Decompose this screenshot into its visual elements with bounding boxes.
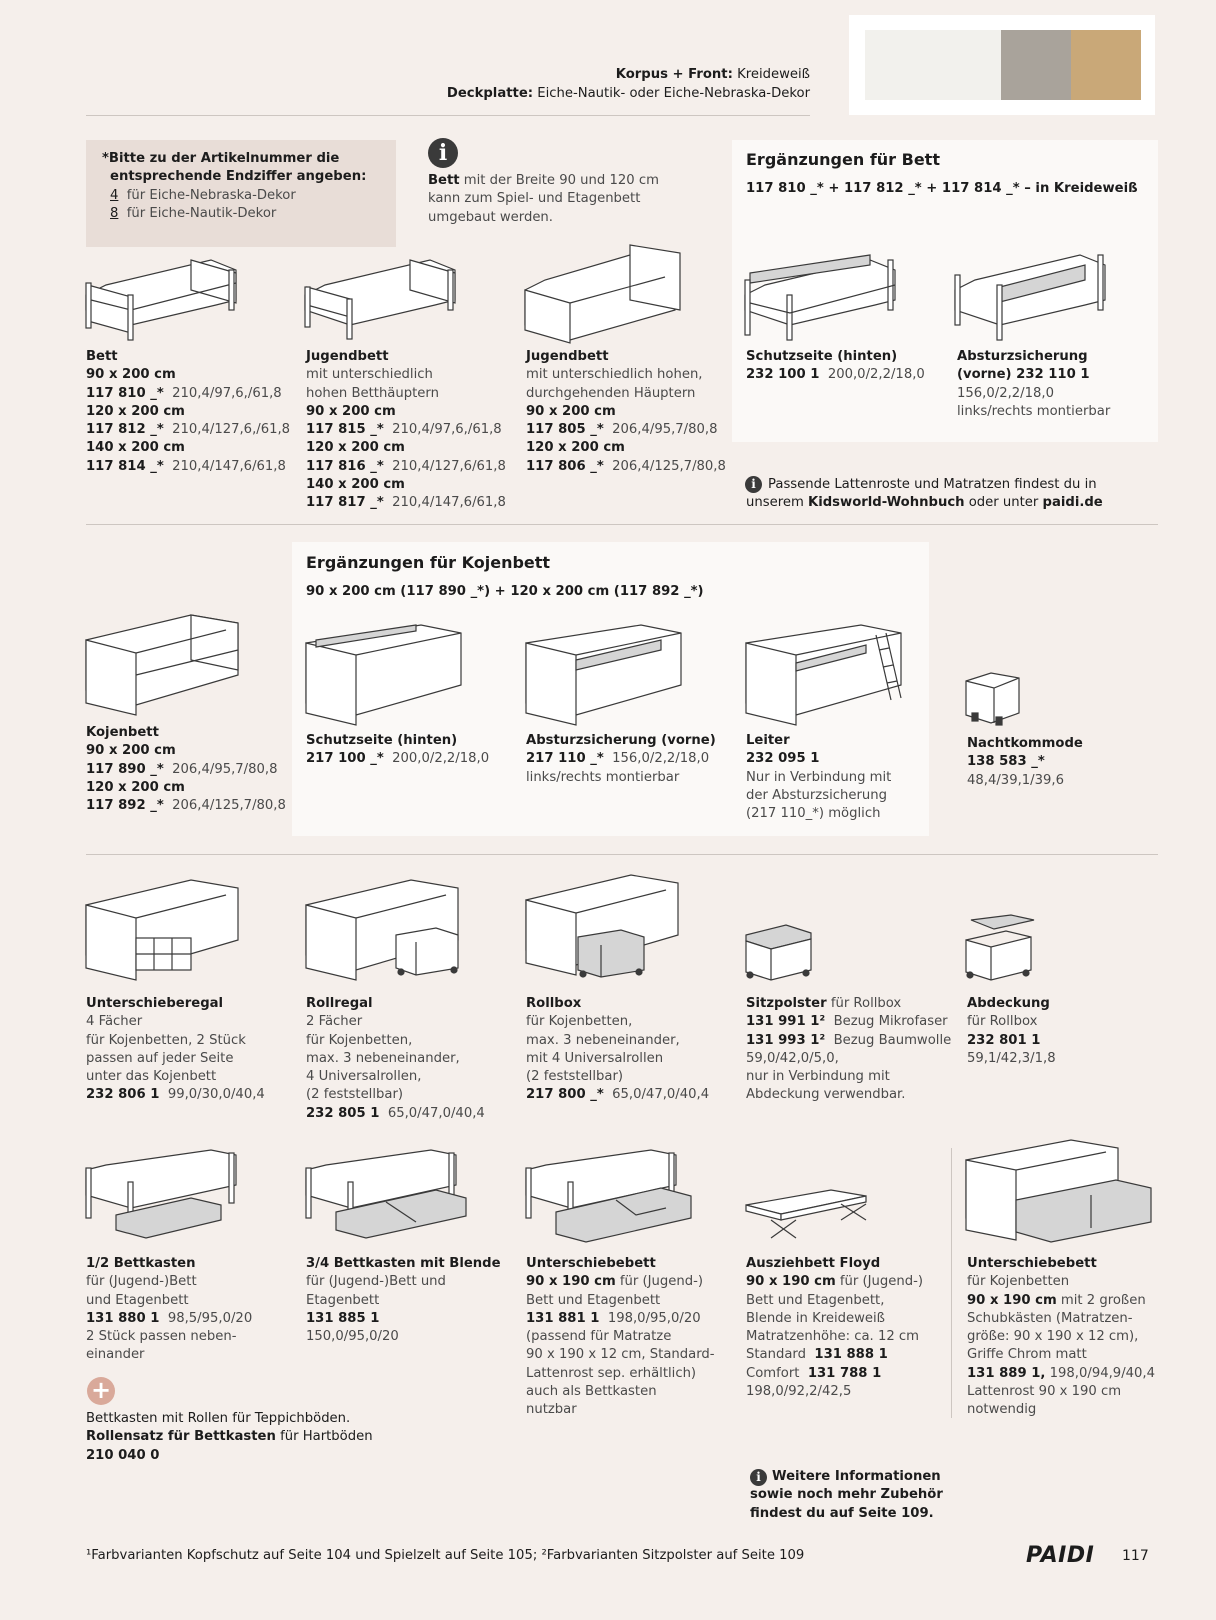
jugendbett-info: Jugendbett mit unterschiedlich hohen Betthäuptern 90 x 200 cm 117 815 _* 210,4/97,6,/61,8 120 x 200 cm 117 816 _* 210,4/127,6/61,8 140 x 200 cm 117 817 _* 210,4/147,6/61,8	[306, 349, 506, 511]
ausziehbett-floyd-info: Ausziehbett Floyd 90 x 190 cm für (Jugend-) Bett und Etagenbett, Blende in Kreideweiß Matratzenhöhe: ca. 12 cm Standard 131 888 1 Comfort 131 788 1 198,0/92,2/42,5	[746, 1256, 924, 1400]
weitere-info: Weitere Informationen sowie noch mehr Zubehör findest du auf Seite 109.	[750, 1469, 943, 1521]
unterschieberegal-illustration	[86, 880, 246, 985]
swatch-kreideweiss	[865, 30, 1001, 100]
nachtkommode-info: Nachtkommode 138 583 _* 48,4/39,1/39,6	[967, 736, 1083, 788]
bettkasten-dreiviertel-illustration	[306, 1150, 466, 1245]
bettkasten-halb-info: 1/2 Bettkasten für (Jugend-)Bett und Etagenbett 131 880 1 98,5/95,0/20 2 Stück passen neben- einander	[86, 1256, 253, 1363]
bett-info: Bett 90 x 200 cm 117 810 _* 210,4/97,6,/61,8 120 x 200 cm 117 812 _* 210,4/127,6,/61,8 140 x 200 cm 117 814 _* 210,4/147,6/61,8	[86, 349, 291, 474]
jugendbett-haeupter-illustration	[525, 245, 685, 345]
rollbox-info: Rollbox für Kojenbetten, max. 3 nebeneinander, mit 4 Universalrollen (2 feststellbar) 217 800 _* 65,0/47,0/40,4	[526, 996, 710, 1103]
info-icon: i	[428, 138, 458, 168]
article-note-box: *Bitte zu der Artikelnummer die entsprechende Endziffer angeben: 4 für Eiche-Nebraska-Dekor 8 für Eiche-Nautik-Dekor	[86, 140, 396, 247]
jugendbett-haeupter-info: Jugendbett mit unterschiedlich hohen, durchgehenden Häuptern 90 x 200 cm 117 805 _* 206,4/95,7/80,8 120 x 200 cm 117 806 _* 206,4/125,7/80,8	[526, 349, 726, 474]
schutzseite-koje-info: Schutzseite (hinten) 217 100 _* 200,0/2,2/18,0	[306, 733, 490, 767]
abdeckung-info: Abdeckung für Rollbox 232 801 1 59,1/42,3/1,8	[967, 996, 1056, 1066]
kojenbett-info: Kojenbett 90 x 200 cm 117 890 _* 206,4/95,7/80,8 120 x 200 cm 117 892 _* 206,4/125,7/80,8	[86, 725, 286, 814]
unterschiebebett-koje-illustration	[966, 1140, 1156, 1245]
erg-koje-title: Ergänzungen für Kojenbett	[306, 553, 551, 572]
absturzsicherung-koje-info: Absturzsicherung (vorne) 217 110 _* 156,0/2,2/18,0 links/rechts montierbar	[526, 733, 716, 785]
bett-illustration	[86, 255, 246, 345]
schutzseite-bett-illustration	[745, 255, 905, 345]
erg-koje-sub: 90 x 200 cm (117 890 _*) + 120 x 200 cm (117 892 _*)	[306, 584, 704, 599]
rollregal-info: Rollregal 2 Fächer für Kojenbetten, max. 3 nebeneinander, 4 Universalrollen, (2 feststellbar) 232 805 1 65,0/47,0/40,4	[306, 996, 485, 1121]
rollensatz-info: Bettkasten mit Rollen für Teppichböden. Rollensatz für Bettkasten für Hartböden 210 040 0	[86, 1411, 373, 1463]
unterschiebebett-koje-info: Unterschiebebett für Kojenbetten 90 x 190 cm mit 2 großen Schubkästen (Matratzen- größe: 90 x 190 x 12 cm), Griffe Chrom matt 131 889 1, 198,0/94,9/40,4 Lattenrost 90 x 190 cm notwendig	[967, 1256, 1155, 1418]
page-number: 117	[1122, 1548, 1149, 1564]
plus-icon: +	[87, 1377, 115, 1405]
swatch-eiche-nautik	[1001, 30, 1071, 100]
leiter-illustration	[746, 625, 916, 725]
info-bett-umbau: Bett mit der Breite 90 und 120 cm kann zum Spiel- und Etagenbett umgebaut werden.	[428, 173, 659, 225]
divider	[86, 524, 1158, 525]
rollregal-illustration	[306, 880, 466, 985]
header-deckplatte: Deckplatte: Eiche-Nautik- oder Eiche-Nebraska-Dekor	[446, 86, 810, 101]
bettkasten-halb-illustration	[86, 1150, 246, 1245]
schutzseite-bett-info: Schutzseite (hinten) 232 100 1 200,0/2,2/18,0	[746, 349, 925, 383]
color-swatches	[849, 15, 1155, 115]
divider	[86, 115, 810, 116]
absturzsicherung-bett-info: Absturzsicherung (vorne) 232 110 1 156,0/2,2/18,0 links/rechts montierbar	[957, 349, 1111, 419]
footer-note: ¹Farbvarianten Kopfschutz auf Seite 104 und Spielzelt auf Seite 105; ²Farbvarianten Sitzpolster auf Seite 109	[86, 1548, 805, 1563]
absturzsicherung-bett-illustration	[955, 245, 1115, 345]
jugendbett-illustration	[305, 255, 465, 345]
unterschieberegal-info: Unterschieberegal 4 Fächer für Kojenbetten, 2 Stück passen auf jeder Seite unter das Kojenbett 232 806 1 99,0/30,0/40,4	[86, 996, 265, 1103]
schutzseite-koje-illustration	[306, 625, 466, 725]
absturzsicherung-koje-illustration	[526, 625, 686, 725]
erg-bett-sub: 117 810 _* + 117 812 _* + 117 814 _* – in Kreideweiß	[746, 181, 1138, 196]
info-lattenroste: Passende Lattenroste und Matratzen findest du in unserem Kidsworld-Wohnbuch oder unter paidi.de	[746, 477, 1103, 511]
rollbox-illustration	[526, 875, 686, 985]
sitzpolster-illustration	[746, 925, 816, 985]
abdeckung-illustration	[966, 915, 1036, 987]
kojenbett-illustration	[86, 615, 246, 720]
unterschiebebett-info: Unterschiebebett 90 x 190 cm für (Jugend-) Bett und Etagenbett 131 881 1 198,0/95,0/20 (passend für Matratze 90 x 190 x 12 cm, Standard- Lattenrost sep. erhältlich) auch als Bettkasten nutzbar	[526, 1256, 715, 1418]
ausziehbett-floyd-illustration	[746, 1190, 896, 1245]
unterschiebebett-illustration	[526, 1150, 696, 1250]
erg-bett-title: Ergänzungen für Bett	[746, 150, 940, 169]
info-icon: i	[745, 476, 762, 493]
swatch-eiche-nebraska	[1071, 30, 1141, 100]
column-divider	[951, 1148, 952, 1418]
divider	[86, 854, 1158, 855]
brand-logo: PAIDI	[1026, 1543, 1095, 1568]
sitzpolster-info: Sitzpolster für Rollbox 131 991 1² Bezug Mikrofaser 131 993 1² Bezug Baumwolle 59,0/42,0/5,0, nur in Verbindung mit Abdeckung verwendbar.	[746, 996, 952, 1103]
header-korpus: Korpus + Front: Kreideweiß	[615, 67, 810, 82]
leiter-info: Leiter 232 095 1 Nur in Verbindung mit der Absturzsicherung (217 110_*) möglich	[746, 733, 892, 822]
nachtkommode-illustration	[966, 673, 1026, 728]
bettkasten-dreiviertel-info: 3/4 Bettkasten mit Blende für (Jugend-)Bett und Etagenbett 131 885 1 150,0/95,0/20	[306, 1256, 501, 1345]
info-icon: i	[750, 1469, 767, 1486]
